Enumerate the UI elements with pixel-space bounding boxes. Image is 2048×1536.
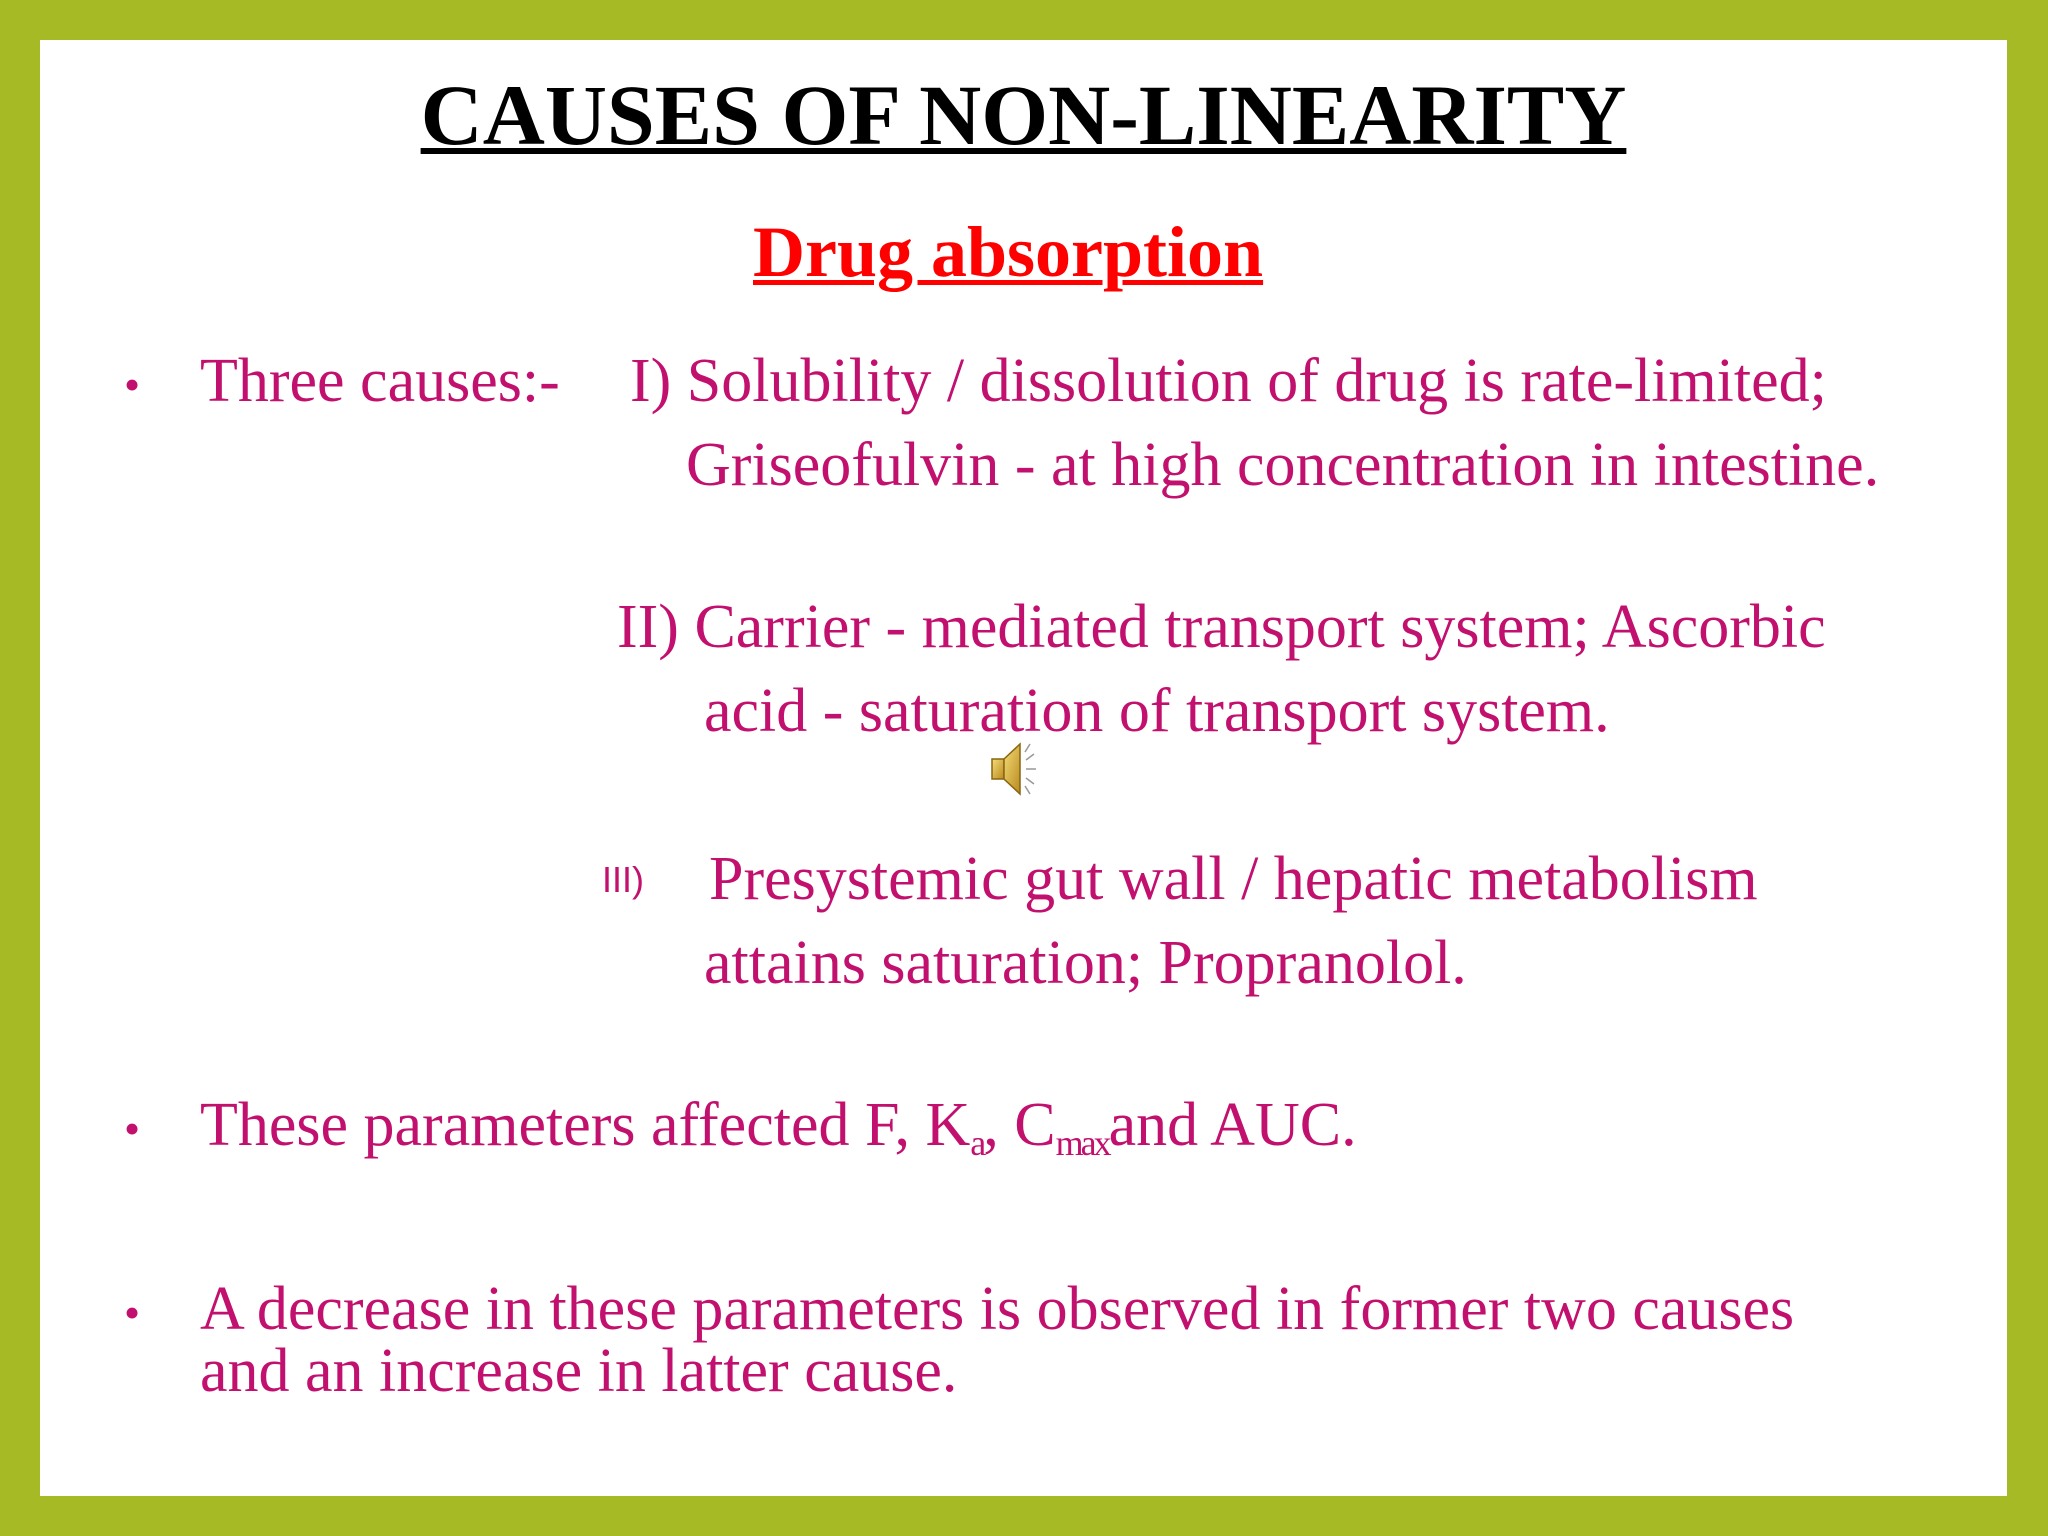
slide-title: CAUSES OF NON-LINEARITY — [420, 67, 1627, 163]
cause-3-line-2: attains saturation; Propranolol. — [704, 929, 1467, 997]
slide — [40, 40, 2007, 1496]
conclusion-line-1: A decrease in these parameters is observed in former two causes — [200, 1275, 1795, 1343]
bullet-marker: • — [124, 1103, 141, 1154]
speaker-icon[interactable] — [986, 734, 1056, 804]
conclusion-line-2: and an increase in latter cause. — [200, 1337, 958, 1405]
cause-2-line-1: II) Carrier - mediated transport system; Ascorbic — [617, 593, 1826, 661]
cause-1-line-2: Griseofulvin - at high concentration in intestine. — [686, 431, 1880, 499]
cause-3-line-1: Presystemic gut wall / hepatic metabolism — [709, 845, 1758, 913]
cause-3-marker: III) — [602, 859, 644, 900]
bullet-marker: • — [124, 359, 141, 410]
bullet-marker: • — [124, 1287, 141, 1338]
parameters-affected: These parameters affected F, $K_a$, $C_{max}and$ AUC. — [200, 1091, 1357, 1163]
cause-2-line-2: acid - saturation of transport system. — [704, 677, 1610, 745]
slide-subtitle: Drug absorption — [753, 212, 1264, 292]
cause-1-line-1: I) Solubility / dissolution of drug is rate-limited; — [630, 347, 1827, 415]
causes-intro: Three causes:- — [200, 347, 560, 415]
